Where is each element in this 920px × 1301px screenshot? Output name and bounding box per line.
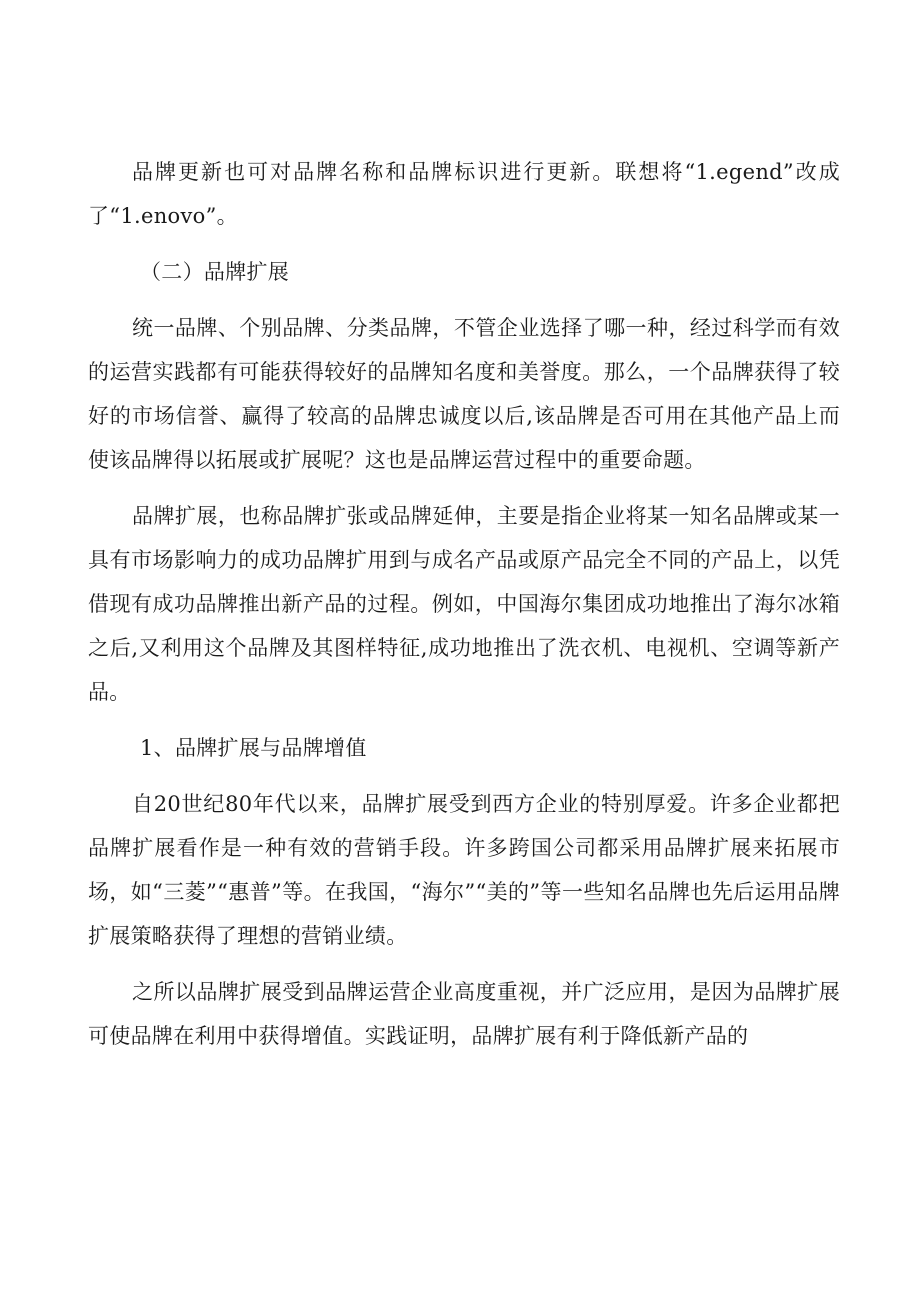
paragraph-brand-update: 品牌更新也可对品牌名称和品牌标识进行更新。联想将“1.egend”改成了“1.enovo”。 bbox=[88, 160, 840, 228]
subsection-heading-brand-value: 1、品牌扩展与品牌增值 bbox=[140, 736, 367, 760]
paragraph-brand-extension-definition: 品牌扩展，也称品牌扩张或品牌延伸，主要是指企业将某一知名品牌或某一具有市场影响力的成功品牌扩用到与成名产品或原产品完全不同的产品上，以凭借现有成功品牌推出新产品的过程。例如，中国海尔集团成功地推出了海尔冰箱之后,又利用这个品牌及其图样特征,成功地推出了洗衣机、电视机、空调等新产品。 bbox=[88, 504, 840, 704]
paragraph-western-enterprises: 自20世纪80年代以来，品牌扩展受到西方企业的特别厚爱。许多企业都把品牌扩展看作是一种有效的营销手段。许多跨国公司都采用品牌扩展来拓展市场，如“三菱”“惠普”等。在我国，“海尔”“美的”等一些知名品牌也先后运用品牌扩展策略获得了理想的营销业绩。 bbox=[88, 792, 840, 948]
section-heading-brand-extension: （二）品牌扩展 bbox=[140, 260, 290, 284]
document-body bbox=[88, 150, 840, 1070]
paragraph-brand-strategy: 统一品牌、个别品牌、分类品牌，不管企业选择了哪一种，经过科学而有效的运营实践都有可能获得较好的品牌知名度和美誉度。那么，一个品牌获得了较好的市场信誉、赢得了较高的品牌忠诚度以后,该品牌是否可用在其他产品上而使该品牌得以拓展或扩展呢？这也是品牌运营过程中的重要命题。 bbox=[88, 316, 840, 472]
paragraph-brand-value-added: 之所以品牌扩展受到品牌运营企业高度重视，并广泛应用，是因为品牌扩展可使品牌在利用中获得增值。实践证明，品牌扩展有利于降低新产品的 bbox=[88, 980, 840, 1048]
